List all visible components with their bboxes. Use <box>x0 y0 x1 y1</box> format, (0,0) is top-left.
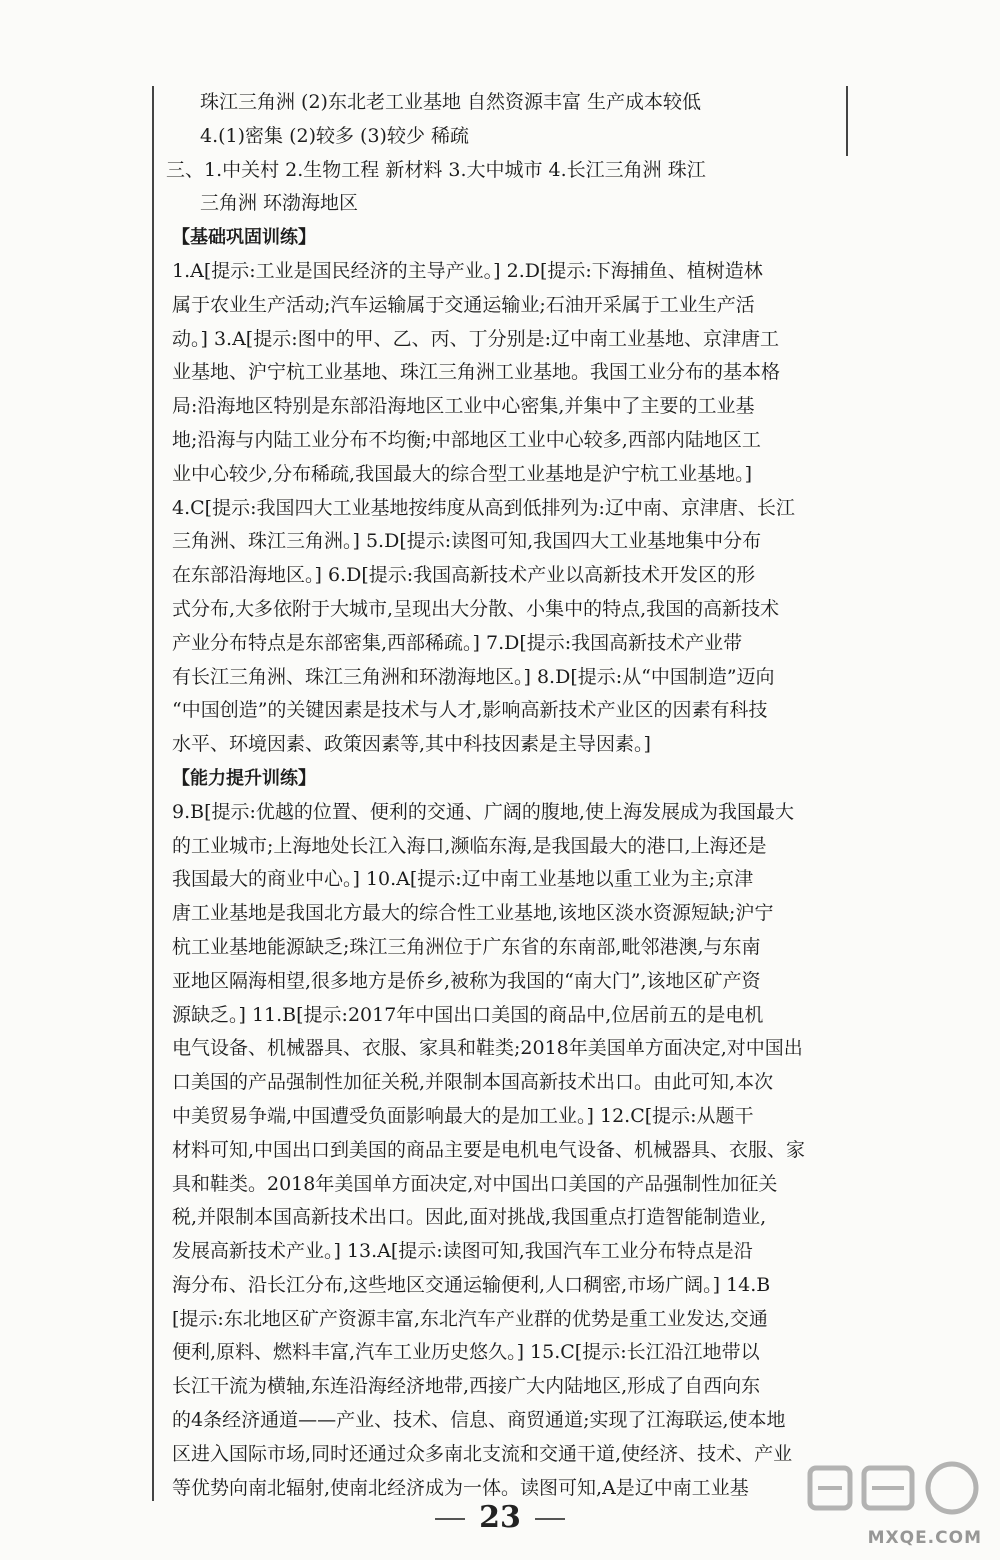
text-line: 业基地、沪宁杭工业基地、珠江三角洲工业基地。我国工业分布的基本格 <box>172 361 781 384</box>
text-line: 区进入国际市场,同时还通过众多南北支流和交通干道,使经济、技术、产业 <box>172 1442 793 1465</box>
text-line: 我国最大的商业中心。] 10.A[提示:辽中南工业基地以重工业为主;京津 <box>172 868 754 891</box>
text-line: 亚地区隔海相望,很多地方是侨乡,被称为我国的“南大门”,该地区矿产资 <box>172 969 761 992</box>
answer-text-block <box>166 86 832 1505</box>
page-number-value: 23 <box>479 1500 521 1535</box>
text-line: 长江干流为横轴,东连沿海经济地带,西接广大内陆地区,形成了自西向东 <box>172 1375 761 1398</box>
text-line: 在东部沿海地区。] 6.D[提示:我国高新技术产业以高新技术开发区的形 <box>172 564 756 587</box>
text-line: 属于农业生产活动;汽车运输属于交通运输业;石油开采属于工业生产活 <box>172 293 755 316</box>
text-line: 1.A[提示:工业是国民经济的主导产业。] 2.D[提示:下海捕鱼、植树造林 <box>172 259 763 282</box>
text-line: 产业分布特点是东部密集,西部稀疏。] 7.D[提示:我国高新技术产业带 <box>172 631 743 654</box>
text-line: 口美国的产品强制性加征关税,并限制本国高新技术出口。由此可知,本次 <box>172 1071 774 1094</box>
text-line: 具和鞋类。2018年美国单方面决定,对中国出口美国的产品强制性加征关 <box>172 1172 778 1195</box>
text-line: 税,并限制本国高新技术出口。因此,面对挑战,我国重点打造智能制造业, <box>172 1206 767 1229</box>
text-line: “中国创造”的关键因素是技术与人才,影响高新技术产业区的因素有科技 <box>172 699 768 722</box>
text-line: 地;沿海与内陆工业分布不均衡;中部地区工业中心较多,西部内陆地区工 <box>172 428 761 451</box>
text-line: 业中心较少,分布稀疏,我国最大的综合型工业基地是沪宁杭工业基地。] <box>172 462 752 485</box>
text-line: 唐工业基地是我国北方最大的综合性工业基地,该地区淡水资源短缺;沪宁 <box>172 902 774 925</box>
text-line: 三角洲、珠江三角洲。] 5.D[提示:读图可知,我国四大工业基地集中分布 <box>172 530 762 553</box>
text-line: 三角洲 环渤海地区 <box>200 192 359 215</box>
page-number-dash-right <box>535 1518 565 1520</box>
text-line: 珠江三角洲 (2)东北老工业基地 自然资源丰富 生产成本较低 <box>200 91 702 113</box>
text-line: 源缺乏。] 11.B[提示:2017年中国出口美国的商品中,位居前五的是电机 <box>172 1003 764 1026</box>
text-line: 动。] 3.A[提示:图中的甲、乙、丙、丁分别是:辽中南工业基地、京津唐工 <box>172 327 780 350</box>
section-heading-advanced: 【能力提升训练】 <box>172 767 316 789</box>
text-line: 电气设备、机械器具、衣服、家具和鞋类;2018年美国单方面决定,对中国出 <box>172 1037 803 1060</box>
text-line: 4.(1)密集 (2)较多 (3)较少 稀疏 <box>200 124 469 147</box>
text-line: 的4条经济通道——产业、技术、信息、商贸通道;实现了江海联运,使本地 <box>172 1409 786 1432</box>
text-line: 海分布、沿长江分布,这些地区交通运输便利,人口稠密,市场广阔。] 14.B <box>172 1273 771 1296</box>
text-line: 9.B[提示:优越的位置、便利的交通、广阔的腹地,使上海发展成为我国最大 <box>172 800 794 823</box>
text-line: 发展高新技术产业。] 13.A[提示:读图可知,我国汽车工业分布特点是沿 <box>172 1240 753 1263</box>
text-line: 局:沿海地区特别是东部沿海地区工业中心密集,并集中了主要的工业基 <box>172 395 755 418</box>
text-line: 中美贸易争端,中国遭受负面影响最大的是加工业。] 12.C[提示:从题干 <box>172 1104 754 1127</box>
left-margin-rule <box>152 86 154 1501</box>
right-margin-rule <box>846 86 848 156</box>
text-line: 杭工业基地能源缺乏;珠江三角洲位于广东省的东南部,毗邻港澳,与东南 <box>172 935 761 958</box>
section-heading-basic: 【基础巩固训练】 <box>172 227 316 249</box>
text-line: 的工业城市;上海地处长江入海口,濒临东海,是我国最大的港口,上海还是 <box>172 834 767 857</box>
watermark-url: MXQE.COM <box>867 1528 982 1548</box>
text-line: 便利,原料、燃料丰富,汽车工业历史悠久。] 15.C[提示:长江沿江地带以 <box>172 1341 760 1364</box>
text-line: 三、1.中关村 2.生物工程 新材料 3.大中城市 4.长江三角洲 珠江 <box>166 158 706 181</box>
text-line: 式分布,大多依附于大城市,呈现出大分散、小集中的特点,我国的高新技术 <box>172 597 780 620</box>
page-number-dash-left <box>435 1518 465 1520</box>
text-line: 有长江三角洲、珠江三角洲和环渤海地区。] 8.D[提示:从“中国制造”迈向 <box>172 665 775 688</box>
text-line: [提示:东北地区矿产资源丰富,东北汽车产业群的优势是重工业发达,交通 <box>172 1307 768 1330</box>
watermark-logo-icon <box>792 1450 982 1540</box>
text-line: 4.C[提示:我国四大工业基地按纬度从高到低排列为:辽中南、京津唐、长江 <box>172 496 795 519</box>
text-line: 等优势向南北辐射,使南北经济成为一体。读图可知,A是辽中南工业基 <box>172 1476 749 1499</box>
text-line: 材料可知,中国出口到美国的商品主要是电机电气设备、机械器具、衣服、家 <box>172 1138 806 1161</box>
text-line: 水平、环境因素、政策因素等,其中科技因素是主导因素。] <box>172 733 651 756</box>
